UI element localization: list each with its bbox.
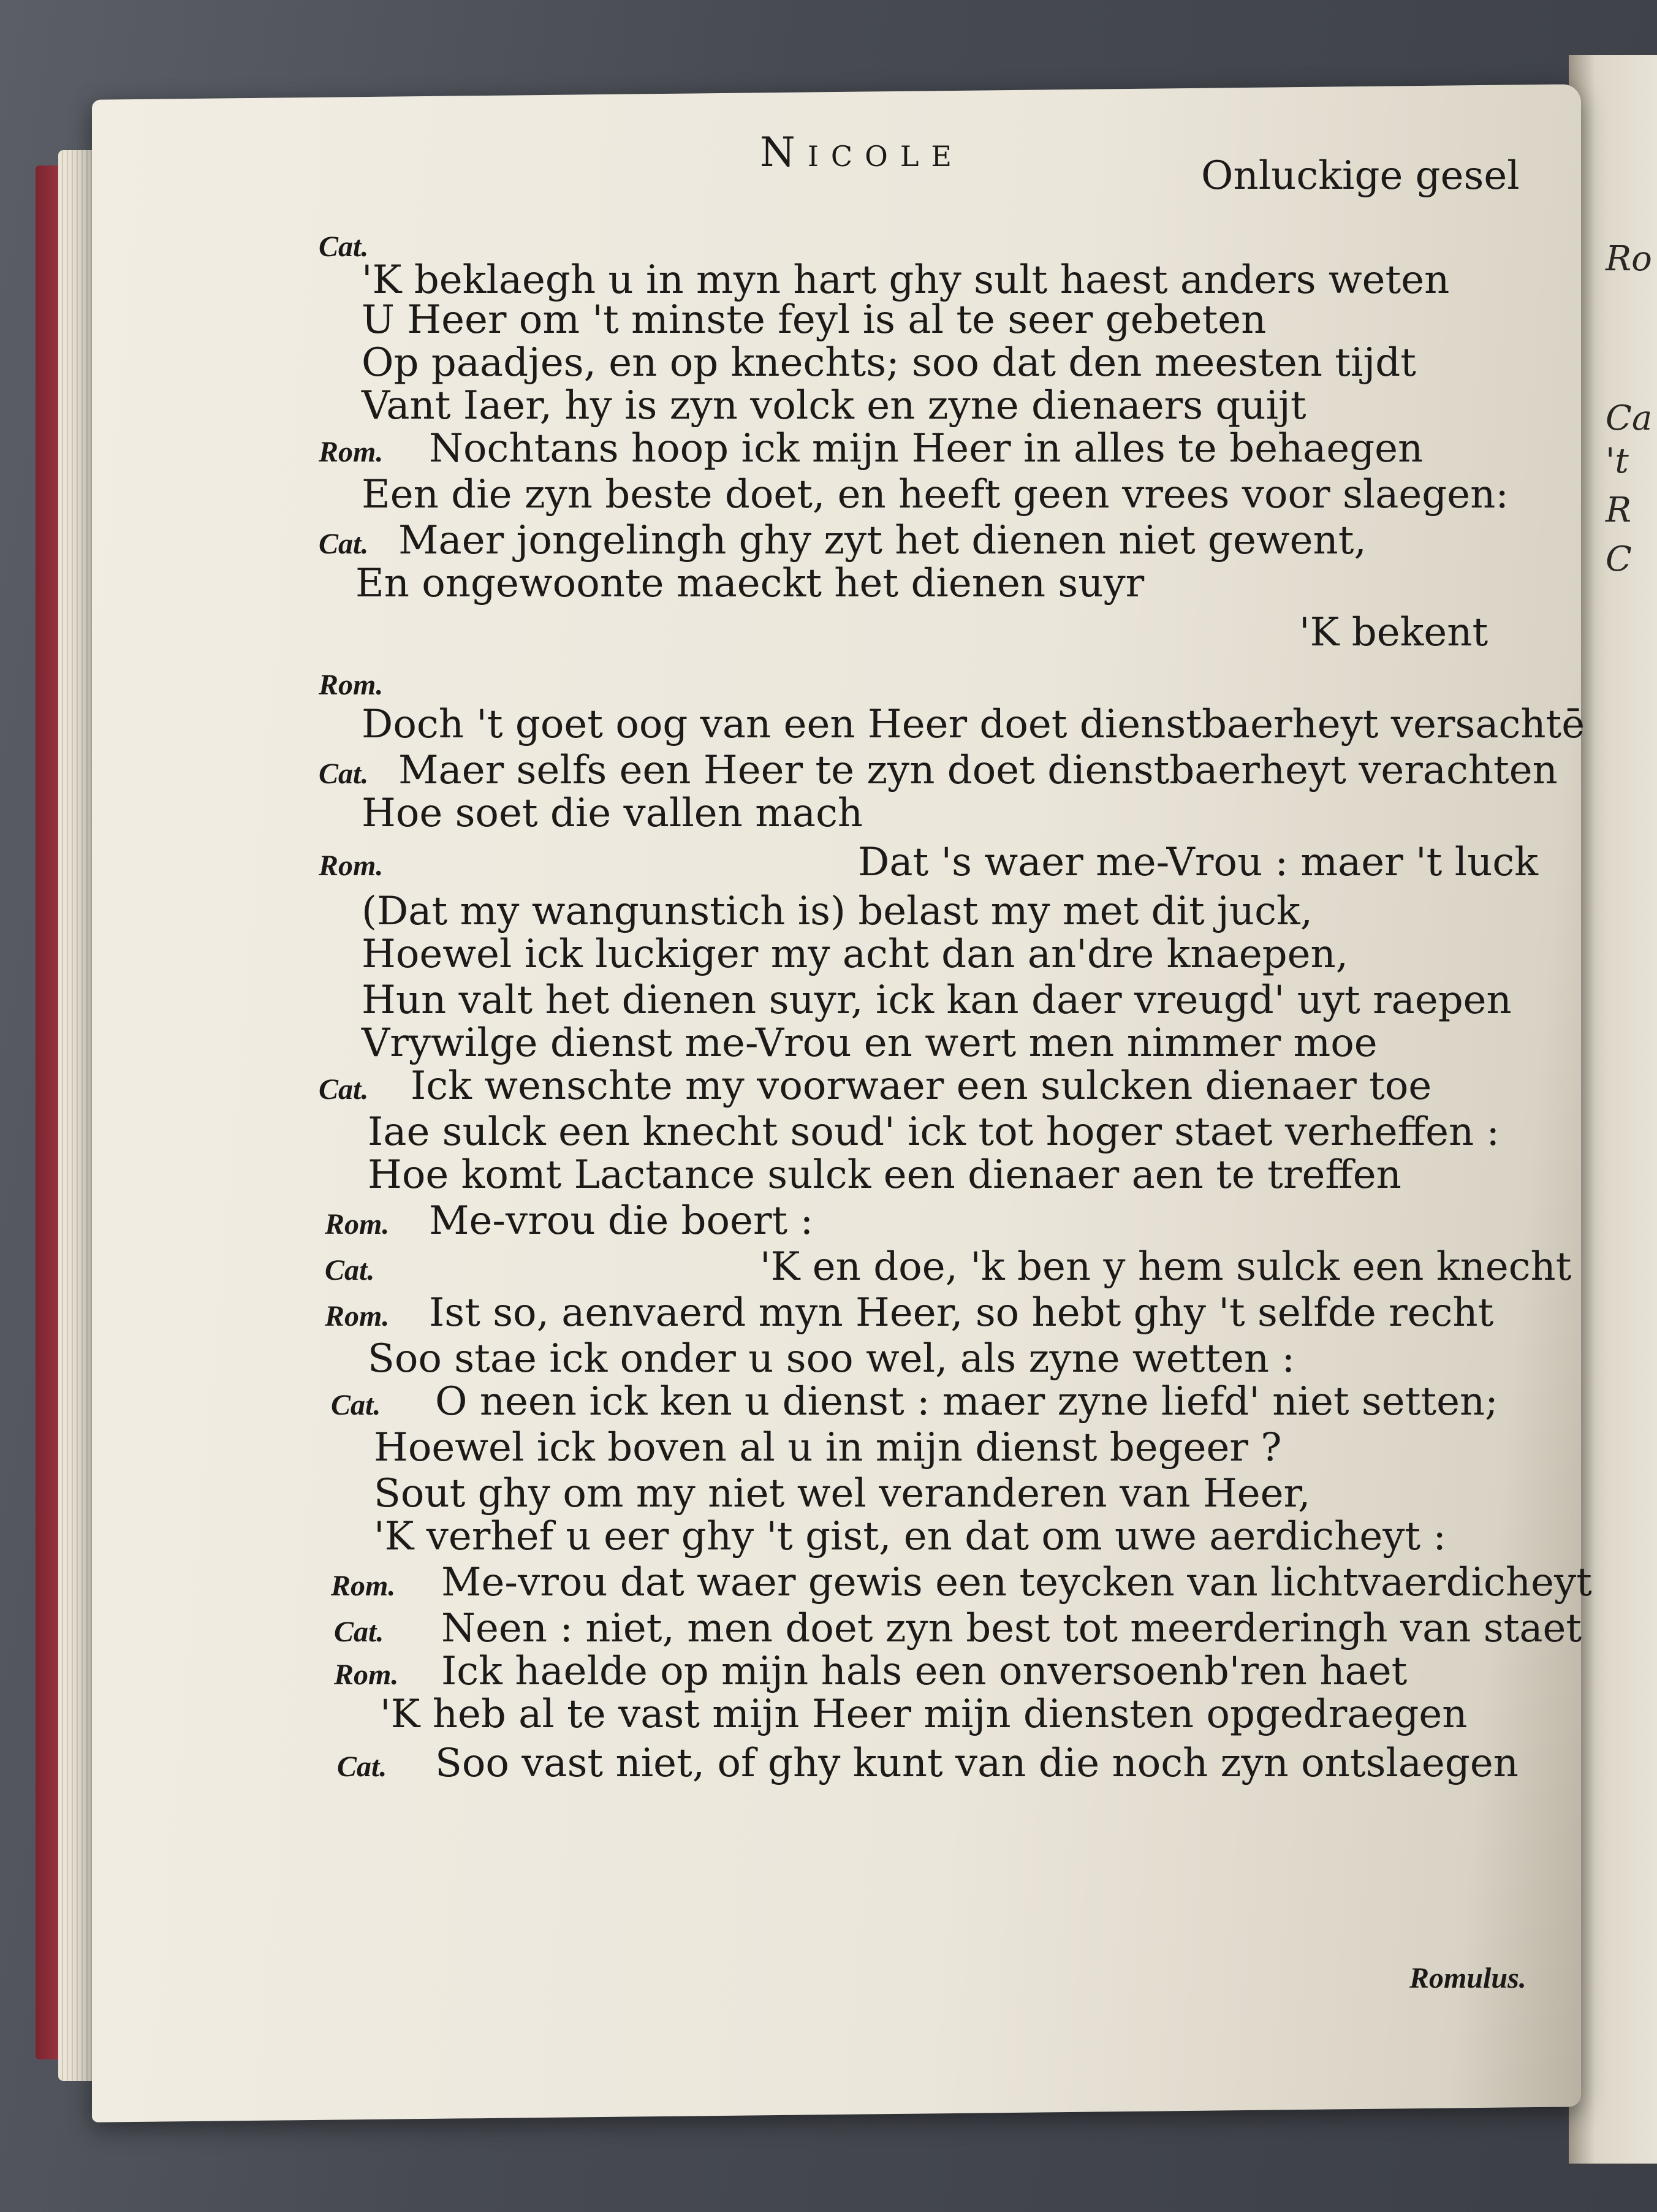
verse-line: Me-vrou die boert : (429, 1198, 814, 1244)
verse-line: Hoe soet die vallen mach (362, 791, 863, 836)
verse-line: Iae sulck een knecht soud' ick tot hoger staet verheffen : (368, 1109, 1500, 1155)
verse-line: Hun valt het dienen suyr, ick kan daer vreugd' uyt raepen (362, 978, 1512, 1023)
verse-line: Hoewel ick luckiger my acht dan an'dre knaepen, (362, 932, 1349, 977)
verse-line: En ongewoonte maeckt het dienen suyr (355, 561, 1145, 606)
verse-line: U Heer om 't minste feyl is al te seer gebeten (362, 297, 1267, 343)
verse-line: Neen : niet, men doet zyn best tot meerderingh van staet (441, 1606, 1582, 1651)
speaker-label: Rom. (331, 1570, 396, 1602)
speaker-label: Rom. (325, 1300, 390, 1332)
speaker-label: Rom. (325, 1208, 390, 1241)
facing-page-fragment: Ro (1606, 239, 1652, 279)
verse-line: 'K verhef u eer ghy 't gist, en dat om uwe aerdicheyt : (374, 1514, 1446, 1559)
speaker-label: Cat. (337, 1750, 387, 1783)
verse-line: Soo vast niet, of ghy kunt van die noch zyn ontslaegen (435, 1741, 1519, 1786)
verse-line: Een die zyn beste doet, en heeft geen vrees voor slaegen: (362, 472, 1509, 517)
verse-line: 'K heb al te vast mijn Heer mijn diensten opgedraegen (380, 1692, 1468, 1737)
verse-line: Dat 's waer me-Vrou : maer 't luck (858, 840, 1539, 885)
verse-line: Hoe komt Lactance sulck een dienaer aen te treffen (368, 1152, 1401, 1198)
verse-line: Doch 't goet oog van een Heer doet dienstbaerheyt versachtē (362, 702, 1585, 747)
verse-line: 'K beklaegh u in myn hart ghy sult haest anders weten (362, 257, 1450, 303)
catchword: Romulus. (1409, 1962, 1526, 1994)
facing-page-fragment: C (1606, 539, 1632, 579)
speaker-label: Cat. (319, 758, 369, 790)
verse-line: O neen ick ken u dienst : maer zyne liefd' niet setten; (435, 1379, 1498, 1424)
verse-line: Ick haelde op mijn hals een onversoenb'ren haet (441, 1649, 1408, 1694)
verse-line: Maer jongelingh ghy zyt het dienen niet gewent, (398, 518, 1367, 563)
verse-line: (Dat my wangunstich is) belast my met dit juck, (362, 889, 1313, 934)
verse-line: Maer selfs een Heer te zyn doet dienstbaerheyt verachten (398, 748, 1558, 793)
speaker-label: Rom. (334, 1659, 399, 1691)
verse-line: Op paadjes, en op knechts; soo dat den meesten tijdt (362, 340, 1416, 386)
verse-line: Vant Iaer, hy is zyn volck en zyne dienaers quijt (362, 383, 1306, 428)
verse-line: Hoewel ick boven al u in mijn dienst begeer ? (374, 1425, 1282, 1470)
catchline: Onluckige gesel (1201, 153, 1520, 199)
speaker-label: Cat. (334, 1616, 384, 1648)
verse-line: Sout ghy om my niet wel veranderen van Heer, (374, 1471, 1311, 1516)
facing-page-fragment: Ca (1606, 398, 1653, 438)
speaker-label: Rom. (319, 436, 384, 468)
facing-page-fragment: R (1606, 490, 1632, 530)
verse-line: Me-vrou dat waer gewis een teycken van lichtvaerdicheyt (441, 1560, 1592, 1605)
verse-line: Ick wenschte my voorwaer een sulcken dienaer toe (411, 1063, 1432, 1109)
verse-line: Ist so, aenvaerd myn Heer, so hebt ghy 't selfde recht (429, 1290, 1494, 1336)
speaker-label: Cat. (319, 230, 369, 263)
speaker-label: Cat. (325, 1254, 375, 1287)
verse-line: 'K en doe, 'k ben y hem sulck een knecht (760, 1244, 1572, 1290)
speaker-label: Rom. (319, 849, 384, 882)
verse-line: 'K bekent (1299, 610, 1488, 655)
speaker-label: Cat. (319, 528, 369, 560)
speaker-label: Rom. (319, 669, 384, 701)
running-title: Nicole (760, 129, 964, 176)
verse-line: Soo stae ick onder u soo wel, als zyne wetten : (368, 1336, 1295, 1382)
facing-page-fragment: 't (1606, 441, 1629, 481)
speaker-label: Cat. (319, 1073, 369, 1106)
verse-line: Vrywilge dienst me-Vrou en wert men nimmer moe (362, 1020, 1378, 1066)
speaker-label: Cat. (331, 1389, 381, 1421)
verse-line: Nochtans hoop ick mijn Heer in alles te behaegen (429, 426, 1424, 471)
